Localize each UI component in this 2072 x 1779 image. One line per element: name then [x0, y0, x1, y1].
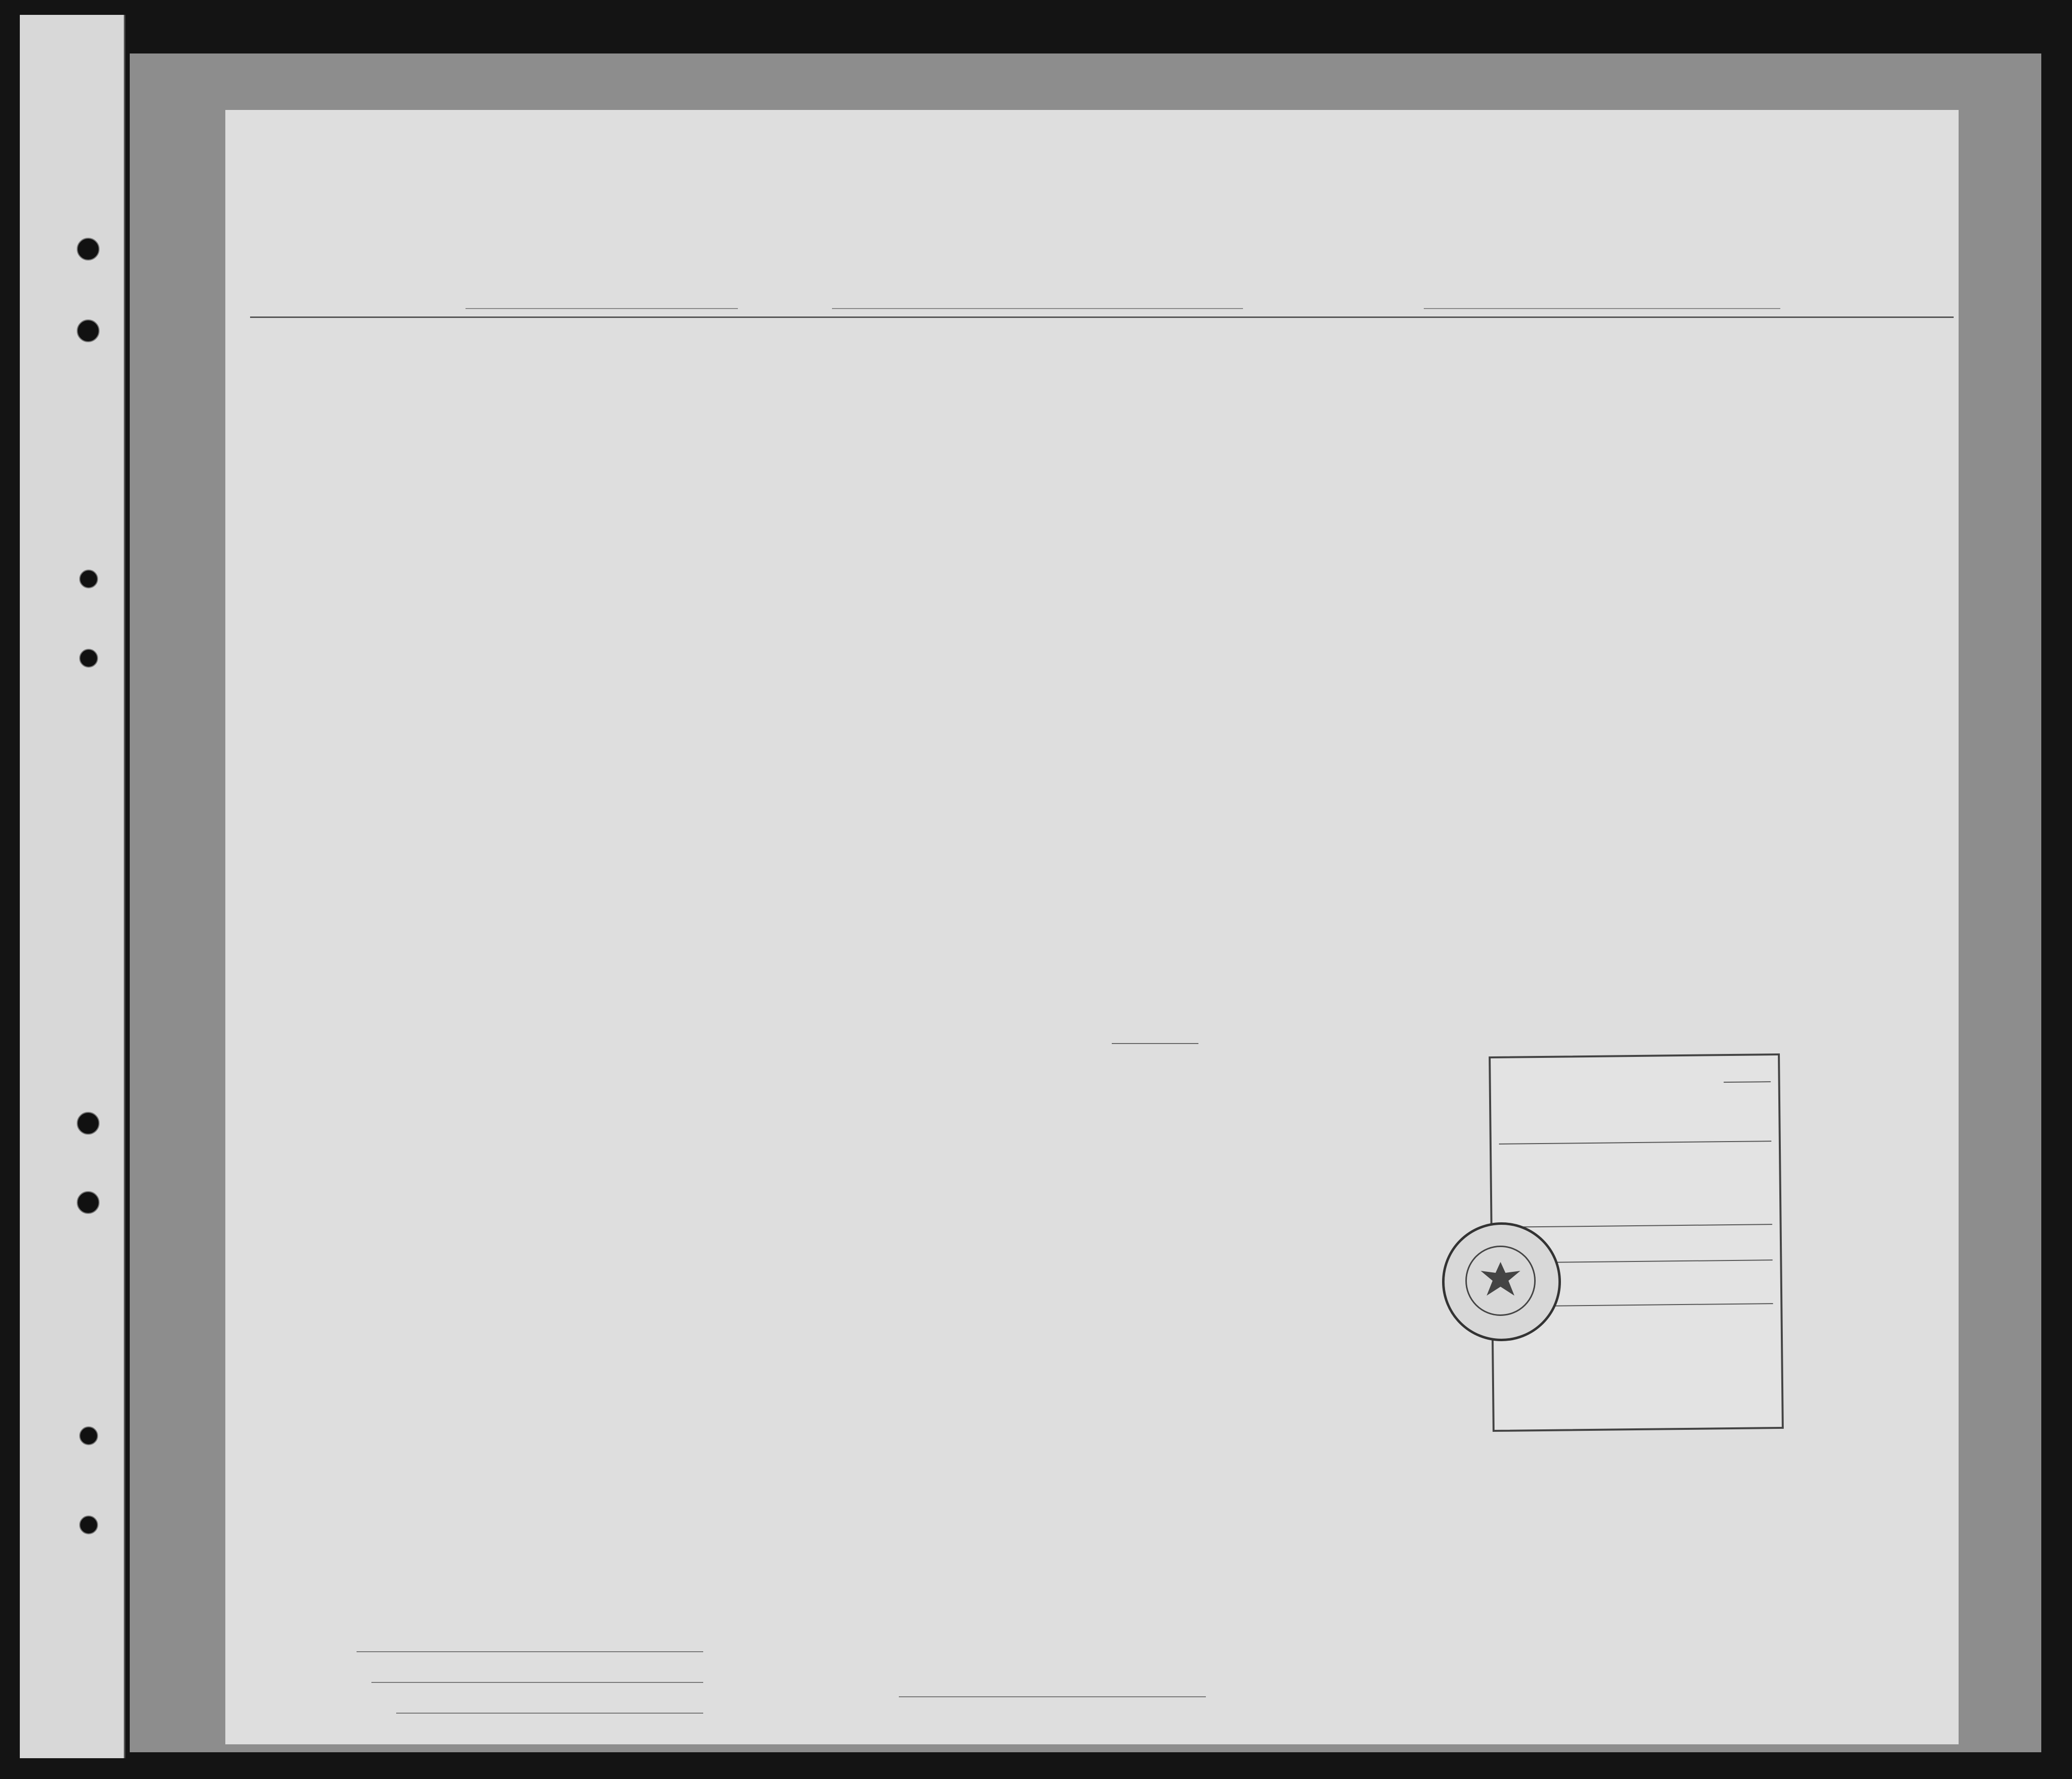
binder-hole	[79, 649, 98, 668]
manifest-sheet	[225, 110, 1959, 1744]
binder-hole	[77, 319, 100, 342]
binder-hole	[77, 238, 100, 261]
binder-hole	[79, 1426, 98, 1445]
binder-hole	[79, 1516, 98, 1534]
binder-hole	[77, 1191, 100, 1214]
crew-table	[225, 110, 1959, 1744]
consulate-seal	[1442, 1222, 1561, 1341]
binder-strip	[20, 15, 125, 1758]
binder-hole	[79, 570, 98, 588]
eagle-emblem-icon	[1465, 1246, 1536, 1316]
binder-hole	[77, 1112, 100, 1135]
